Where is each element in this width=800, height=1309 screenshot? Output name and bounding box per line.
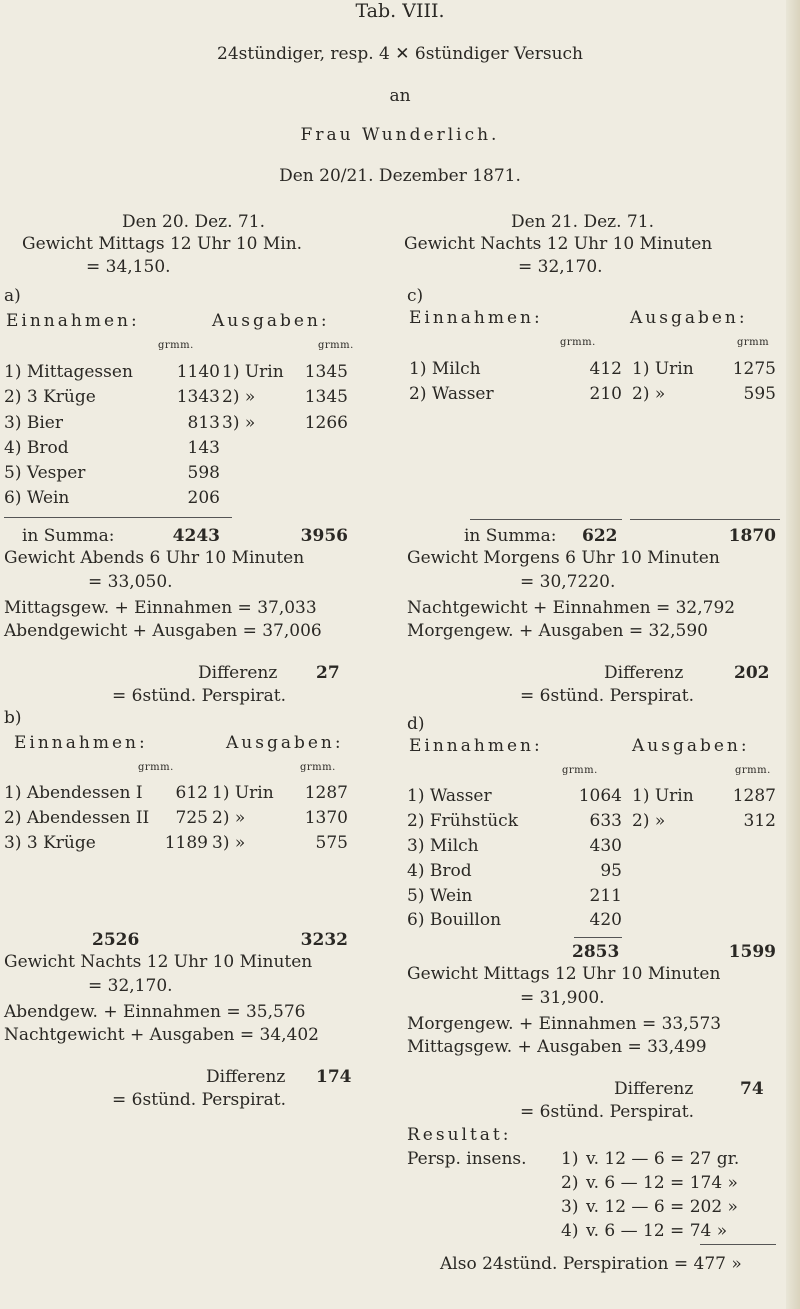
section-b-label: b) bbox=[4, 708, 22, 728]
section-c-end-weight-line: Gewicht Morgens 6 Uhr 10 Minuten bbox=[407, 548, 720, 568]
sum-rule bbox=[470, 519, 622, 520]
section-a-calc-intake: Mittagsgew. + Einnahmen = 37,033 bbox=[4, 598, 317, 618]
section-d-sum-intake: 2853 bbox=[572, 942, 620, 962]
intake-item-name: 5) Wein bbox=[407, 886, 473, 906]
section-c-sum-intake: 622 bbox=[582, 526, 618, 546]
intake-item-name: 4) Brod bbox=[4, 438, 69, 458]
section-b-end-weight-value: = 32,170. bbox=[88, 976, 173, 996]
section-a-diff-label: Differenz bbox=[198, 663, 278, 683]
section-d-calc-output: Mittagsgew. + Ausgaben = 33,499 bbox=[407, 1037, 707, 1057]
left-start-weight-value: = 34,150. bbox=[86, 257, 171, 277]
section-c-diff-label: Differenz bbox=[604, 663, 684, 683]
intake-item-name: 2) Frühstück bbox=[407, 811, 518, 831]
section-a-calc-output: Abendgewicht + Ausgaben = 37,006 bbox=[4, 621, 322, 641]
intake-item-name: 3) Bier bbox=[4, 413, 63, 433]
section-c-sum-label: in Summa: bbox=[464, 526, 557, 546]
result-row-number: 1) bbox=[561, 1149, 579, 1169]
section-a-sum-intake: 4243 bbox=[172, 526, 220, 546]
result-row-text: v. 6 — 12 = 174 » bbox=[586, 1173, 738, 1193]
output-item-name: 2) » bbox=[632, 384, 666, 404]
result-row-text: v. 6 — 12 = 74 » bbox=[586, 1221, 728, 1241]
section-a-intake-heading: Einnahmen: bbox=[6, 311, 140, 331]
output-item-name: 2) » bbox=[212, 808, 246, 828]
intake-item-value: 1189 bbox=[164, 833, 208, 853]
section-d-sum-output: 1599 bbox=[728, 942, 776, 962]
intake-item-name: 2) Abendessen II bbox=[4, 808, 150, 828]
output-item-value: 1266 bbox=[304, 413, 348, 433]
section-d-end-weight-line: Gewicht Mittags 12 Uhr 10 Minuten bbox=[407, 964, 721, 984]
output-item-value: 1287 bbox=[304, 783, 348, 803]
section-a-end-weight-line: Gewicht Abends 6 Uhr 10 Minuten bbox=[4, 548, 305, 568]
section-a-output-heading: Ausgaben: bbox=[212, 311, 330, 331]
intake-item-value: 598 bbox=[187, 463, 220, 483]
intake-item-value: 633 bbox=[589, 811, 622, 831]
result-total: Also 24stünd. Perspiration = 477 » bbox=[440, 1254, 742, 1274]
output-item-name: 1) Urin bbox=[222, 362, 284, 382]
intake-item-name: 1) Milch bbox=[409, 359, 481, 379]
output-item-value: 1287 bbox=[732, 786, 776, 806]
experiment-description: 24stündiger, resp. 4 ✕ 6stündiger Versuch bbox=[217, 44, 583, 64]
right-date: Den 21. Dez. 71. bbox=[511, 212, 654, 232]
intake-item-value: 1064 bbox=[578, 786, 622, 806]
section-b-sum-output: 3232 bbox=[300, 930, 348, 950]
section-c-perspiration: = 6stünd. Perspirat. bbox=[520, 686, 695, 706]
output-item-value: 1345 bbox=[304, 362, 348, 382]
section-b-unit-output: grmm. bbox=[300, 762, 336, 773]
right-start-weight-line: Gewicht Nachts 12 Uhr 10 Minuten bbox=[404, 234, 713, 254]
section-d-label: d) bbox=[407, 714, 425, 734]
output-item-name: 3) » bbox=[222, 413, 256, 433]
section-c-intake-heading: Einnahmen: bbox=[409, 308, 543, 328]
intake-item-value: 211 bbox=[589, 886, 622, 906]
experiment-date: Den 20/21. Dezember 1871. bbox=[279, 166, 521, 186]
page-edge bbox=[786, 0, 800, 1309]
intake-item-value: 206 bbox=[187, 488, 220, 508]
section-c-output-heading: Ausgaben: bbox=[630, 308, 748, 328]
output-item-value: 1370 bbox=[304, 808, 348, 828]
output-item-value: 575 bbox=[315, 833, 348, 853]
section-a-unit-intake: grmm. bbox=[158, 340, 194, 351]
header-an: an bbox=[389, 86, 411, 106]
section-d-calc-intake: Morgengew. + Einnahmen = 33,573 bbox=[407, 1014, 722, 1034]
intake-item-value: 143 bbox=[187, 438, 220, 458]
output-item-value: 1275 bbox=[732, 359, 776, 379]
section-d-diff-value: 74 bbox=[740, 1079, 764, 1099]
intake-item-value: 612 bbox=[175, 783, 208, 803]
section-c-unit-intake: grmm. bbox=[560, 337, 596, 348]
section-a-unit-output: grmm. bbox=[318, 340, 354, 351]
intake-item-name: 1) Mittagessen bbox=[4, 362, 133, 382]
output-item-name: 1) Urin bbox=[212, 783, 274, 803]
output-item-name: 2) » bbox=[632, 811, 666, 831]
output-item-name: 1) Urin bbox=[632, 359, 694, 379]
output-item-name: 3) » bbox=[212, 833, 246, 853]
result-row-text: v. 12 — 6 = 27 gr. bbox=[586, 1149, 740, 1169]
left-start-weight-line: Gewicht Mittags 12 Uhr 10 Min. bbox=[22, 234, 303, 254]
intake-item-value: 95 bbox=[600, 861, 622, 881]
intake-item-value: 725 bbox=[175, 808, 208, 828]
intake-item-name: 2) 3 Krüge bbox=[4, 387, 96, 407]
section-b-calc-output: Nachtgewicht + Ausgaben = 34,402 bbox=[4, 1025, 319, 1045]
section-d-diff-label: Differenz bbox=[614, 1079, 694, 1099]
intake-item-value: 1343 bbox=[176, 387, 220, 407]
section-b-calc-intake: Abendgew. + Einnahmen = 35,576 bbox=[4, 1002, 306, 1022]
intake-item-name: 5) Vesper bbox=[4, 463, 86, 483]
section-a-end-weight-value: = 33,050. bbox=[88, 572, 173, 592]
section-b-sum-intake: 2526 bbox=[92, 930, 140, 950]
section-d-end-weight-value: = 31,900. bbox=[520, 988, 605, 1008]
intake-item-name: 4) Brod bbox=[407, 861, 472, 881]
section-c-end-weight-value: = 30,7220. bbox=[520, 572, 616, 592]
sum-rule bbox=[574, 937, 622, 938]
section-c-calc-output: Morgengew. + Ausgaben = 32,590 bbox=[407, 621, 708, 641]
section-b-perspiration: = 6stünd. Perspirat. bbox=[112, 1090, 287, 1110]
intake-item-value: 813 bbox=[187, 413, 220, 433]
section-d-intake-heading: Einnahmen: bbox=[409, 736, 543, 756]
section-c-unit-output: grmm bbox=[737, 337, 770, 348]
section-c-calc-intake: Nachtgewicht + Einnahmen = 32,792 bbox=[407, 598, 736, 618]
section-b-end-weight-line: Gewicht Nachts 12 Uhr 10 Minuten bbox=[4, 952, 313, 972]
sum-rule bbox=[630, 519, 780, 520]
intake-item-value: 1140 bbox=[176, 362, 220, 382]
right-start-weight-value: = 32,170. bbox=[518, 257, 603, 277]
subject-name: Frau Wunderlich. bbox=[300, 125, 500, 145]
intake-item-name: 6) Wein bbox=[4, 488, 70, 508]
table-title: Tab. VIII. bbox=[355, 0, 445, 22]
sum-rule bbox=[700, 1244, 776, 1245]
section-b-output-heading: Ausgaben: bbox=[226, 733, 344, 753]
result-intro: Persp. insens. bbox=[407, 1149, 527, 1169]
section-a-sum-label: in Summa: bbox=[22, 526, 115, 546]
sum-rule bbox=[4, 517, 232, 518]
intake-item-value: 430 bbox=[589, 836, 622, 856]
section-b-unit-intake: grmm. bbox=[138, 762, 174, 773]
section-d-output-heading: Ausgaben: bbox=[632, 736, 750, 756]
intake-item-name: 3) Milch bbox=[407, 836, 479, 856]
output-item-value: 1345 bbox=[304, 387, 348, 407]
section-a-diff-value: 27 bbox=[316, 663, 340, 683]
output-item-name: 2) » bbox=[222, 387, 256, 407]
intake-item-value: 412 bbox=[589, 359, 622, 379]
intake-item-name: 3) 3 Krüge bbox=[4, 833, 96, 853]
result-row-number: 3) bbox=[561, 1197, 579, 1217]
intake-item-value: 210 bbox=[589, 384, 622, 404]
section-d-unit-intake: grmm. bbox=[562, 765, 598, 776]
section-a-sum-output: 3956 bbox=[300, 526, 348, 546]
section-c-label: c) bbox=[407, 286, 424, 306]
output-item-value: 595 bbox=[743, 384, 776, 404]
intake-item-name: 1) Wasser bbox=[407, 786, 492, 806]
left-date: Den 20. Dez. 71. bbox=[122, 212, 265, 232]
section-b-intake-heading: Einnahmen: bbox=[14, 733, 148, 753]
intake-item-value: 420 bbox=[589, 910, 622, 930]
intake-item-name: 1) Abendessen I bbox=[4, 783, 143, 803]
section-c-diff-value: 202 bbox=[734, 663, 770, 683]
section-a-perspiration: = 6stünd. Perspirat. bbox=[112, 686, 287, 706]
result-label: Resultat: bbox=[407, 1125, 512, 1145]
result-row-number: 2) bbox=[561, 1173, 579, 1193]
intake-item-name: 6) Bouillon bbox=[407, 910, 502, 930]
output-item-value: 312 bbox=[743, 811, 776, 831]
section-b-diff-label: Differenz bbox=[206, 1067, 286, 1087]
section-d-unit-output: grmm. bbox=[735, 765, 771, 776]
output-item-name: 1) Urin bbox=[632, 786, 694, 806]
section-b-diff-value: 174 bbox=[316, 1067, 352, 1087]
section-c-sum-output: 1870 bbox=[728, 526, 776, 546]
result-row-text: v. 12 — 6 = 202 » bbox=[586, 1197, 738, 1217]
section-a-label: a) bbox=[4, 286, 21, 306]
result-row-number: 4) bbox=[561, 1221, 579, 1241]
intake-item-name: 2) Wasser bbox=[409, 384, 494, 404]
section-d-perspiration: = 6stünd. Perspirat. bbox=[520, 1102, 695, 1122]
